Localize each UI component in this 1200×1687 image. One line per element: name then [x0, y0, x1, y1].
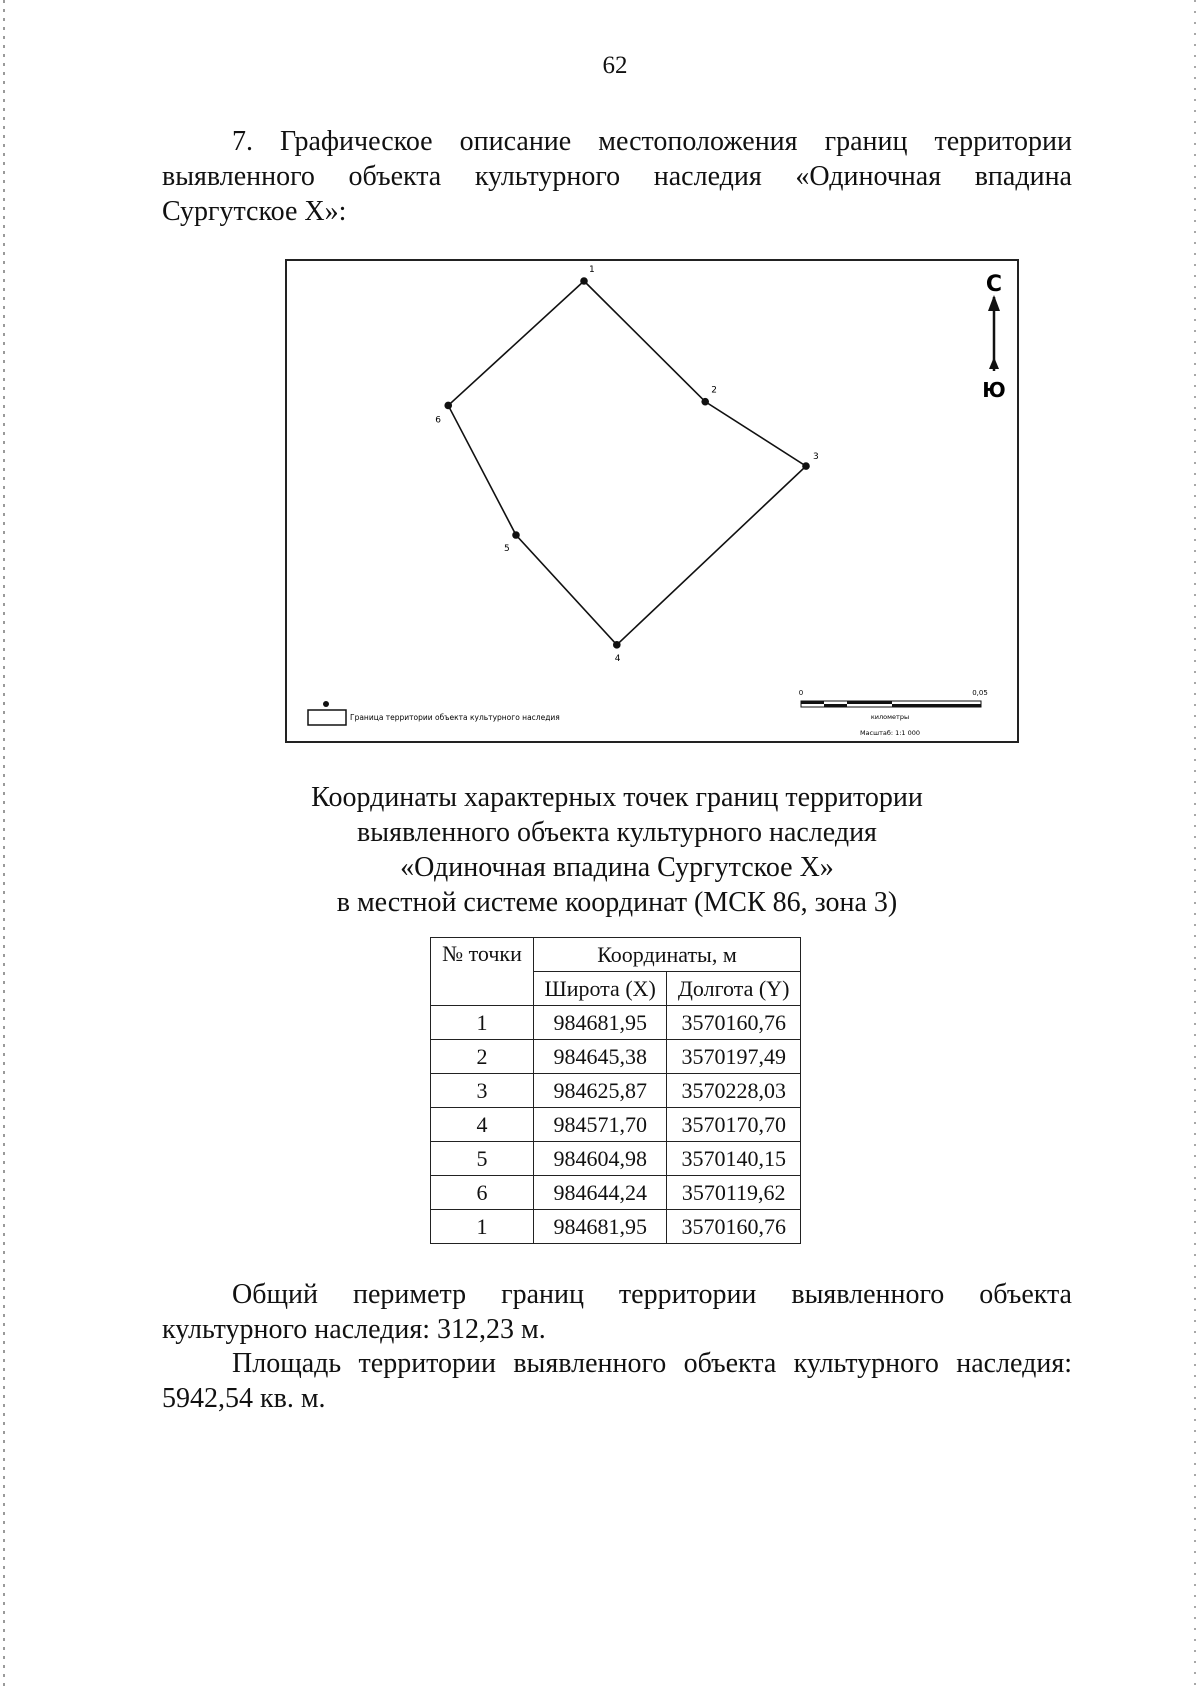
header-longitude: Долгота (Y): [667, 972, 801, 1006]
scale-units-label: километры: [870, 713, 910, 721]
boundary-point-5: [512, 531, 520, 539]
cell-longitude: 3570160,76: [667, 1006, 801, 1040]
cell-latitude: 984681,95: [534, 1006, 667, 1040]
boundary-point-4: [613, 641, 621, 649]
boundary-point-6: [444, 402, 452, 410]
boundary-point-label: 6: [435, 415, 441, 426]
boundary-point-2: [701, 398, 709, 406]
cell-latitude: 984604,98: [534, 1142, 667, 1176]
legend-marker-icon: [308, 701, 346, 725]
cell-point: 6: [431, 1176, 534, 1210]
section-heading: 7. Графическое описание местоположения границ территории выявленного объекта культурного наследия «Одиночная впадина Сургутское X»:: [162, 126, 1072, 227]
boundary-point-label: 3: [812, 452, 819, 463]
caption-line: Координаты характерных точек границ территории: [311, 782, 923, 813]
cell-point: 3: [431, 1074, 534, 1108]
table-row: [431, 1176, 801, 1210]
cell-point: 2: [431, 1040, 534, 1074]
legend-label: Граница территории объекта культурного наследия: [350, 713, 560, 722]
caption-line: выявленного объекта культурного наследия: [357, 817, 877, 848]
cell-longitude: 3570119,62: [667, 1176, 801, 1210]
page-number: 62: [602, 52, 628, 79]
cell-latitude: 984681,95: [534, 1210, 667, 1244]
boundary-point-label: 2: [711, 385, 717, 396]
boundary-map-drawing: [287, 261, 1017, 741]
cell-longitude: 3570228,03: [667, 1074, 801, 1108]
boundary-polygon: [448, 281, 806, 645]
cell-latitude: 984645,38: [534, 1040, 667, 1074]
coordinates-table: [430, 937, 801, 1244]
cell-longitude: 3570197,49: [667, 1040, 801, 1074]
area-text: Площадь территории выявленного объекта культурного наследия: 5942,54 кв. м.: [162, 1348, 1072, 1414]
table-row: [431, 1210, 801, 1244]
scale-ratio-label: Масштаб: 1:1 000: [859, 729, 921, 737]
table-row: [431, 1040, 801, 1074]
compass-arrow-icon: [988, 295, 1000, 371]
cell-point: 5: [431, 1142, 534, 1176]
table-row: [431, 1108, 801, 1142]
header-latitude: Широта (X): [534, 972, 667, 1006]
table-caption: [0, 780, 1200, 920]
caption-line: «Одиночная впадина Сургутское X»: [400, 852, 834, 883]
cell-point: 1: [431, 1006, 534, 1040]
boundary-point-label: 4: [614, 653, 621, 664]
cell-latitude: 984571,70: [534, 1108, 667, 1142]
cell-longitude: 3570140,15: [667, 1142, 801, 1176]
boundary-point-label: 1: [589, 265, 595, 275]
cell-latitude: 984644,24: [534, 1176, 667, 1210]
header-point-number: № точки: [431, 938, 534, 1006]
cell-point: 4: [431, 1108, 534, 1142]
boundary-point-3: [802, 462, 810, 470]
cell-longitude: 3570160,76: [667, 1210, 801, 1244]
perimeter-text: Общий периметр границ территории выявленного объекта культурного наследия: 312,23 м.: [162, 1279, 1072, 1345]
scale-bar: [801, 701, 981, 707]
header-coordinates: Координаты, м: [534, 938, 801, 972]
boundary-point-label: 5: [503, 544, 510, 555]
table-row: [431, 1074, 801, 1108]
caption-line: в местной системе координат (МСК 86, зона 3): [336, 887, 898, 918]
scale-start-label: 0: [798, 689, 804, 697]
cell-longitude: 3570170,70: [667, 1108, 801, 1142]
compass-south-label: Ю: [982, 378, 1006, 402]
boundary-map: [285, 259, 1019, 743]
cell-point: 1: [431, 1210, 534, 1244]
compass-north-label: С: [985, 272, 1003, 297]
scale-end-label: 0,05: [972, 689, 988, 697]
cell-latitude: 984625,87: [534, 1074, 667, 1108]
boundary-point-1: [580, 277, 588, 285]
table-row: [431, 1142, 801, 1176]
table-row: [431, 1006, 801, 1040]
